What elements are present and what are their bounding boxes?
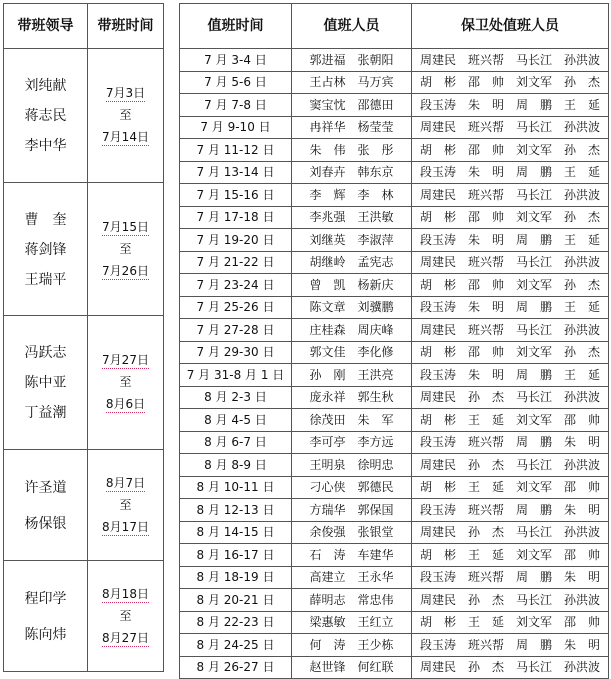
security-staff-cell: 周建民 孙 杰 马长江 孙洪波 [412,589,609,612]
duty-date-cell: 8 月 24-25 日 [180,634,292,657]
leader-names-cell [4,560,88,671]
duty-staff-cell: 薛明志 常忠伟 [292,589,412,612]
duty-staff-cell: 陈文章 刘骥鹏 [292,296,412,319]
leader-names-cell [4,316,88,450]
table-row [180,521,609,544]
table-row [180,409,609,432]
duty-date-cell: 7 月 25-26 日 [180,296,292,319]
table-row [180,364,609,387]
security-staff-cell: 周建民 班兴帮 马长江 孙洪波 [412,251,609,274]
security-staff-cell: 胡 彬 王 延 刘文军 邵 帅 [412,544,609,567]
header-duty-staff: 值班人员 [292,4,412,49]
period-start: 8月7日 [105,475,146,490]
security-staff-cell: 周建民 孙 杰 马长江 孙洪波 [412,521,609,544]
table-row [180,476,609,499]
period-end: 7月26日 [102,263,149,278]
duty-date-cell: 7 月 21-22 日 [180,251,292,274]
duty-date-cell: 7 月 5-6 日 [180,71,292,94]
table-row [180,161,609,184]
duty-staff-cell: 郭文佳 李化修 [292,341,412,364]
duty-date-cell: 8 月 2-3 日 [180,386,292,409]
table-row [180,341,609,364]
leader-name: 蒋志民 [24,108,67,125]
security-staff-cell: 周建民 孙 杰 马长江 孙洪波 [412,656,609,679]
duty-staff-cell: 高建立 王永华 [292,566,412,589]
leader-group-row [4,449,164,560]
duty-staff-cell: 曾 凯 杨新庆 [292,274,412,297]
duty-date-cell: 8 月 10-11 日 [180,476,292,499]
security-staff-cell: 段玉涛 朱 明 周 鹏 王 延 [412,364,609,387]
leader-name: 陈中亚 [24,375,67,392]
security-staff-cell: 胡 彬 邵 帅 刘文军 孙 杰 [412,341,609,364]
security-staff-cell: 段玉涛 朱 明 周 鹏 王 延 [412,229,609,252]
table-row [180,454,609,477]
duty-date-cell: 7 月 11-12 日 [180,139,292,162]
table-row [180,499,609,522]
leader-table [3,3,164,672]
leader-name: 曹 奎 [24,211,67,228]
period-separator: 至 [119,241,132,256]
security-staff-cell: 段玉涛 班兴帮 周 鹏 朱 明 [412,634,609,657]
duty-staff-cell: 窦宝忱 邵德田 [292,94,412,117]
duty-staff-cell: 冉祥华 杨莹莹 [292,116,412,139]
period-start: 7月15日 [102,219,149,234]
leader-group-row [4,316,164,450]
leader-name: 丁益潮 [24,405,67,422]
table-row [180,296,609,319]
period-start: 8月18日 [102,586,149,601]
table-row [180,656,609,679]
duty-date-cell: 7 月 23-24 日 [180,274,292,297]
table-row [180,274,609,297]
duty-date-cell: 7 月 3-4 日 [180,49,292,72]
duty-staff-cell: 朱 伟 张 彤 [292,139,412,162]
duty-date-cell: 7 月 13-14 日 [180,161,292,184]
header-lead-time: 带班时间 [88,4,164,49]
duty-date-cell: 8 月 16-17 日 [180,544,292,567]
security-staff-cell: 段玉涛 班兴帮 周 鹏 朱 明 [412,431,609,454]
period-separator: 至 [119,497,132,512]
header-security-staff: 保卫处值班人员 [412,4,609,49]
period-separator: 至 [119,375,132,390]
security-staff-cell: 段玉涛 班兴帮 周 鹏 朱 明 [412,566,609,589]
duty-staff-cell: 王占林 马万宾 [292,71,412,94]
duty-date-cell: 8 月 18-19 日 [180,566,292,589]
duty-staff-cell: 孙 刚 王洪亮 [292,364,412,387]
table-row [180,49,609,72]
leader-group-row [4,49,164,183]
duty-date-cell: 8 月 6-7 日 [180,431,292,454]
duty-date-cell: 7 月 7-8 日 [180,94,292,117]
duty-date-cell: 8 月 12-13 日 [180,499,292,522]
leader-name: 李中华 [24,138,67,155]
header-leader: 带班领导 [4,4,88,49]
duty-table [179,3,609,679]
security-staff-cell: 段玉涛 朱 明 周 鹏 王 延 [412,161,609,184]
table-row [180,386,609,409]
security-staff-cell: 周建民 班兴帮 马长江 孙洪波 [412,49,609,72]
period-separator: 至 [119,608,132,623]
table-row [180,139,609,162]
duty-date-cell: 7 月 27-28 日 [180,319,292,342]
period-separator: 至 [119,108,132,123]
leader-name: 冯跃志 [24,345,67,362]
duty-staff-cell: 郭进福 张朝阳 [292,49,412,72]
duty-date-cell: 8 月 26-27 日 [180,656,292,679]
duty-staff-cell: 庄桂森 周庆峰 [292,319,412,342]
lead-period-cell [88,182,164,316]
leader-name: 程印学 [24,590,67,607]
duty-date-cell: 7 月 17-18 日 [180,206,292,229]
security-staff-cell: 周建民 班兴帮 马长江 孙洪波 [412,184,609,207]
security-staff-cell: 胡 彬 邵 帅 刘文军 孙 杰 [412,139,609,162]
table-row [180,116,609,139]
table-row [180,229,609,252]
period-start: 7月27日 [102,353,149,368]
duty-date-cell: 8 月 14-15 日 [180,521,292,544]
period-start: 7月3日 [105,86,146,101]
security-staff-cell: 周建民 班兴帮 马长江 孙洪波 [412,319,609,342]
duty-staff-cell: 梁惠敏 王红立 [292,611,412,634]
lead-period-cell [88,560,164,671]
duty-staff-cell: 李 辉 李 林 [292,184,412,207]
duty-staff-cell: 李兆强 王洪敏 [292,206,412,229]
duty-date-cell: 8 月 20-21 日 [180,589,292,612]
duty-staff-cell: 徐茂田 朱 军 [292,409,412,432]
duty-date-cell: 8 月 4-5 日 [180,409,292,432]
table-row [180,206,609,229]
duty-staff-cell: 庞永祥 郭生秋 [292,386,412,409]
security-staff-cell: 胡 彬 邵 帅 刘文军 孙 杰 [412,71,609,94]
header-duty-time: 值班时间 [180,4,292,49]
table-row [180,634,609,657]
duty-staff-cell: 胡继岭 孟宪志 [292,251,412,274]
duty-date-cell: 8 月 8-9 日 [180,454,292,477]
period-end: 8月17日 [102,519,149,534]
security-staff-cell: 胡 彬 王 延 刘文军 邵 帅 [412,476,609,499]
duty-staff-cell: 余俊强 张银堂 [292,521,412,544]
table-row [180,589,609,612]
table-gap [163,3,179,668]
table-row [180,94,609,117]
duty-staff-cell: 石 涛 车建华 [292,544,412,567]
security-staff-cell: 段玉涛 朱 明 周 鹏 王 延 [412,296,609,319]
leader-names-cell [4,49,88,183]
lead-period-cell [88,316,164,450]
duty-staff-cell: 王明泉 徐明忠 [292,454,412,477]
duty-staff-cell: 刘继英 李淑萍 [292,229,412,252]
period-end: 8月6日 [105,397,146,412]
leader-group-row [4,560,164,671]
leader-group-row [4,182,164,316]
duty-date-cell: 8 月 22-23 日 [180,611,292,634]
leader-name: 陈向炜 [24,626,67,643]
duty-staff-cell: 赵世锋 何红联 [292,656,412,679]
duty-staff-cell: 刁心侠 郭德民 [292,476,412,499]
security-staff-cell: 周建民 孙 杰 马长江 孙洪波 [412,386,609,409]
period-end: 8月27日 [102,630,149,645]
security-staff-cell: 胡 彬 邵 帅 刘文军 孙 杰 [412,274,609,297]
duty-date-cell: 7 月 19-20 日 [180,229,292,252]
leader-name: 蒋剑锋 [24,241,67,258]
security-staff-cell: 段玉涛 朱 明 周 鹏 王 延 [412,94,609,117]
leader-name: 许圣道 [24,479,67,496]
duty-staff-cell: 李可亭 李方远 [292,431,412,454]
table-row [180,319,609,342]
table-row [180,251,609,274]
leader-name: 杨保银 [24,515,67,532]
table-row [180,544,609,567]
lead-period-cell [88,49,164,183]
security-staff-cell: 段玉涛 班兴帮 周 鹏 朱 明 [412,499,609,522]
security-staff-cell: 胡 彬 邵 帅 刘文军 孙 杰 [412,206,609,229]
duty-staff-cell: 何 涛 王少栋 [292,634,412,657]
duty-date-cell: 7 月 9-10 日 [180,116,292,139]
security-staff-cell: 周建民 班兴帮 马长江 孙洪波 [412,116,609,139]
table-row [180,184,609,207]
period-end: 7月14日 [102,130,149,145]
leader-names-cell [4,449,88,560]
table-row [180,611,609,634]
table-row [180,71,609,94]
duty-staff-cell: 方瑞华 郭保国 [292,499,412,522]
table-row [180,566,609,589]
lead-period-cell [88,449,164,560]
leader-names-cell [4,182,88,316]
security-staff-cell: 胡 彬 王 延 刘文军 邵 帅 [412,409,609,432]
leader-name: 刘纯献 [24,78,67,95]
duty-date-cell: 7 月 29-30 日 [180,341,292,364]
duty-date-cell: 7 月 15-16 日 [180,184,292,207]
duty-date-cell: 7 月 31-8 月 1 日 [180,364,292,387]
security-staff-cell: 周建民 孙 杰 马长江 孙洪波 [412,454,609,477]
security-staff-cell: 胡 彬 王 延 刘文军 邵 帅 [412,611,609,634]
leader-name: 王瑞平 [24,271,67,288]
table-row [180,431,609,454]
duty-staff-cell: 刘春卉 韩东京 [292,161,412,184]
